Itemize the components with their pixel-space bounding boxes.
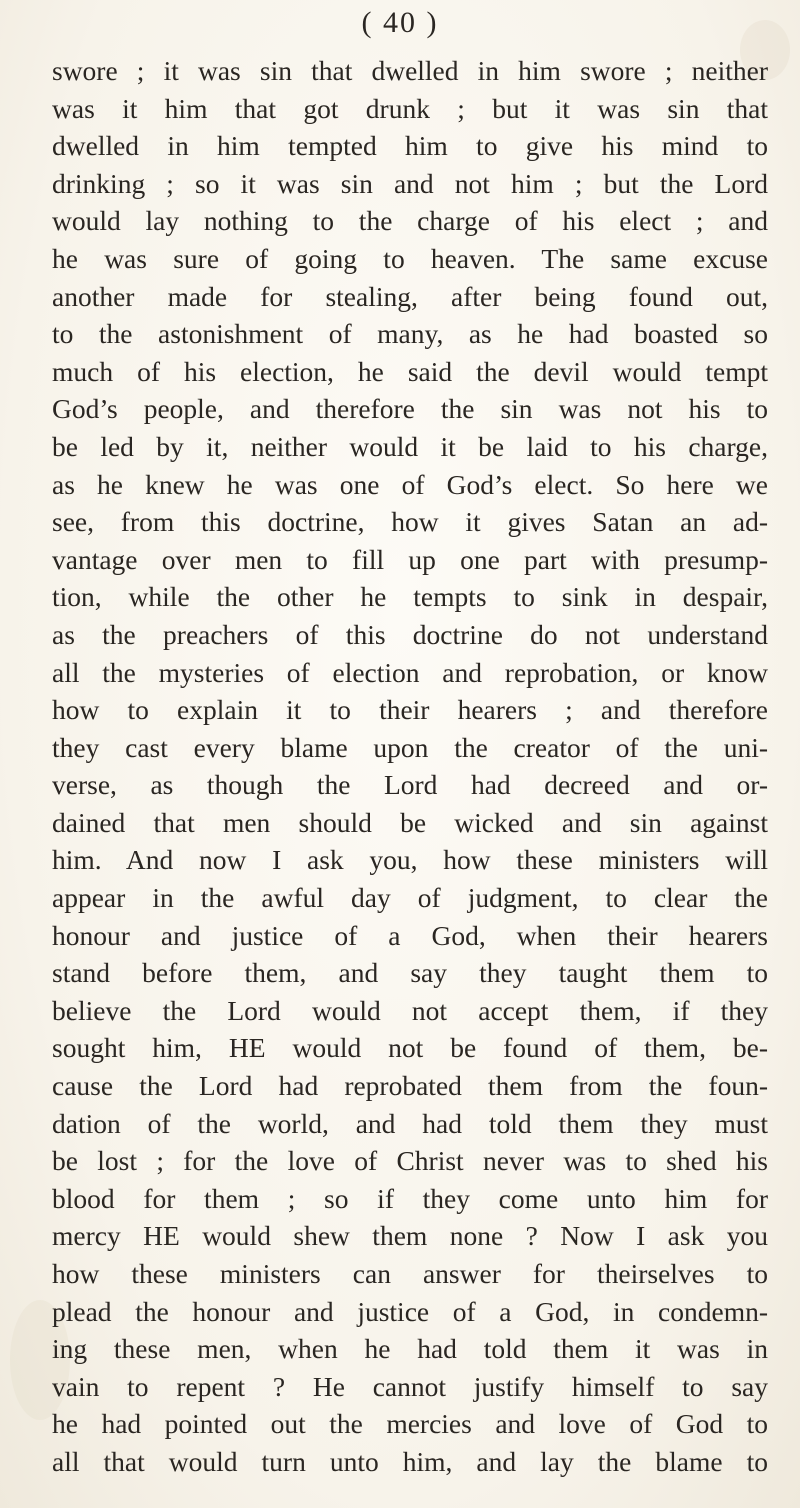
text-line: as the preachers of this doctrine do not understand: [52, 618, 768, 650]
text-line: dation of the world, and had told them they must: [52, 1107, 768, 1139]
text-line: vantage over men to fill up one part with presump-: [52, 543, 768, 575]
text-line: cause the Lord had reprobated them from the foun-: [52, 1070, 768, 1102]
text-line: sought him, HE would not be found of them, be-: [52, 1032, 768, 1064]
text-line: they cast every blame upon the creator of the uni-: [52, 731, 768, 763]
text-line: all that would turn unto him, and lay the blame to: [52, 1445, 768, 1477]
text-line: plead the honour and justice of a God, in condemn-: [52, 1295, 768, 1327]
body-text: [52, 52, 768, 1481]
text-line: vain to repent ? He cannot justify himself to say: [52, 1370, 768, 1402]
text-line: dained that men should be wicked and sin against: [52, 806, 768, 838]
text-line: verse, as though the Lord had decreed and or-: [52, 769, 768, 801]
text-line: to the astonishment of many, as he had boasted so: [52, 318, 768, 350]
text-line: would lay nothing to the charge of his elect ; and: [52, 205, 768, 237]
text-line: much of his election, he said the devil would tempt: [52, 355, 768, 387]
text-line: appear in the awful day of judgment, to clear the: [52, 882, 768, 914]
text-line: was it him that got drunk ; but it was sin that: [52, 92, 768, 124]
text-line: he had pointed out the mercies and love of God to: [52, 1408, 768, 1440]
text-line: him. And now I ask you, how these ministers will: [52, 844, 768, 876]
text-line: tion, while the other he tempts to sink in despair,: [52, 581, 768, 613]
page-number: ( 40 ): [361, 6, 439, 39]
text-line: dwelled in him tempted him to give his mind to: [52, 130, 768, 162]
text-line: stand before them, and say they taught them to: [52, 957, 768, 989]
text-line: another made for stealing, after being found out,: [52, 280, 768, 312]
text-line: see, from this doctrine, how it gives Satan an ad-: [52, 506, 768, 538]
text-line: how these ministers can answer for theirselves to: [52, 1258, 768, 1289]
text-line: believe the Lord would not accept them, if they: [52, 994, 768, 1026]
text-line: mercy HE would shew them none ? Now I ask you: [52, 1220, 768, 1252]
text-line: as he knew he was one of God’s elect. So here we: [52, 468, 768, 500]
text-line: drinking ; so it was sin and not him ; but the Lord: [52, 167, 768, 199]
text-line: be led by it, neither would it be laid to his charge,: [52, 430, 768, 462]
text-line: be lost ; for the love of Christ never was to shed his: [52, 1145, 768, 1177]
text-line: ing these men, when he had told them it was in: [52, 1333, 768, 1365]
text-line: how to explain it to their hearers ; and therefore: [52, 694, 768, 726]
text-line: God’s people, and therefore the sin was not his to: [52, 393, 768, 425]
text-line: he was sure of going to heaven. The same excuse: [52, 242, 768, 274]
text-line: honour and justice of a God, when their hearers: [52, 919, 768, 951]
text-line: all the mysteries of election and reprobation, or know: [52, 656, 768, 688]
text-line: blood for them ; so if they come unto him for: [52, 1182, 768, 1214]
text-line: swore ; it was sin that dwelled in him swore ; neither: [52, 55, 768, 86]
